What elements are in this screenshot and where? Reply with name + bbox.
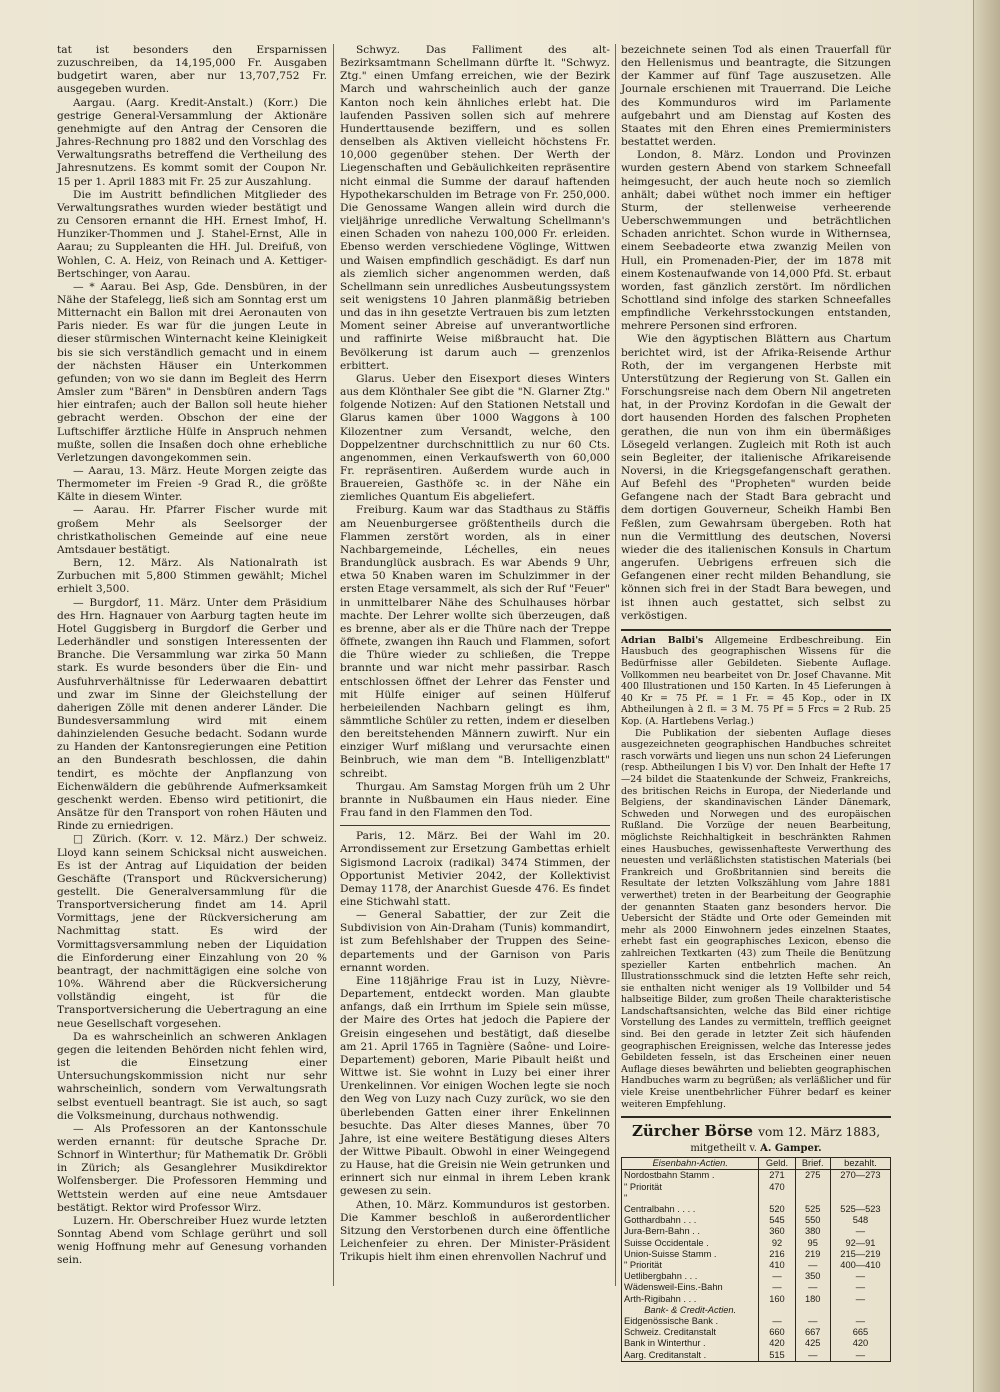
table-row <box>622 1226 891 1237</box>
cell-brief: — <box>795 1282 830 1293</box>
cell-name: Eidgenössische Bank . <box>622 1316 759 1327</box>
page-edge <box>973 0 1000 1392</box>
cell-name: " Priorität <box>622 1260 759 1271</box>
cell-bez <box>830 1305 890 1316</box>
article-paragraph: bezeichnete seinen Tod als einen Trauerfall für den Hellenismus und beantragte, die Sitzungen der Kammer auf fünf Tage auszusetzen. Alle Journale erschienen mit Trauerrand. Die Leiche des Kommunduros wird im Parlamente aufgebahrt und am Dienstag auf Kosten des Staates mit den Ehren eines Premierministers bestattet werden. <box>621 44 891 149</box>
boerse-date: vom 12. März 1883, <box>758 1125 881 1140</box>
section-divider <box>621 1116 891 1118</box>
article-paragraph: Bern, 12. März. Als Nationalrath ist Zurbuchen mit 5,800 Stimmen gewählt; Michel erhielt 3,500. <box>57 557 327 596</box>
boerse-sub-prefix: mitgetheilt v. <box>690 1143 757 1155</box>
table-row <box>622 1294 891 1305</box>
table-row <box>622 1182 891 1193</box>
cell-bez: — <box>830 1282 890 1293</box>
cell-brief: — <box>795 1350 830 1362</box>
article-paragraph: Thurgau. Am Samstag Morgen früh um 2 Uhr brannte in Nußbaumen ein Haus nieder. Eine Frau fand in den Flammen den Tod. <box>340 780 610 820</box>
cell-name: Schweiz. Creditanstalt <box>622 1327 759 1338</box>
cell-name: Jura-Bern-Bahn . . <box>622 1226 759 1237</box>
header-geld: Geld. <box>759 1158 795 1170</box>
cell-bez: 92—91 <box>830 1238 890 1249</box>
boerse-table <box>621 1157 891 1362</box>
article-paragraph: tat ist besonders den Ersparnissen zuzuschreiben, da 14,195,000 Fr. Ausgaben budgetirt waren, aber nur 13,707,752 Fr. ausgegeben wurden. <box>57 44 327 96</box>
cell-name: Arth-Rigibahn . . . <box>622 1294 759 1305</box>
cell-brief: 95 <box>795 1238 830 1249</box>
ad-text: Allgemeine Erdbeschreibung. Ein Hausbuch des geographischen Wissens für die Bedürfnisse aller Gebildeten. Siebente Auflage. Vollkommen neu bearbeitet von Dr. Josef Chavanne. Mit 400 Illustrationen und 150 Karten. In 45 Lieferungen à 40 Kr = 75 Pf. = 1 Fr. = 45 Kop., oder in IX Abtheilungen à 2 fl. = 3 M. 75 Pf = 5 Frcs = 2 Rub. 25 Kop. (A. Hartlebens Verlag.) <box>621 634 891 728</box>
ad-review: Die Publikation der siebenten Auflage dieses ausgezeichneten geographischen Handbuches schreitet rasch vorwärts und liegen uns nun schon 24 Lieferungen (resp. Abtheilungen I bis V) vor. Den Inhalt der Hefte 17—24 bildet die Staatenkunde der Schweiz, Frankreichs, des britischen Reichs in Europa, der Niederlande und Belgiens, der skandinavischen Länder Dänemark, Schweden und Norwegen und des europäischen Rußland. Die Vorzüge der neuen Bearbeitung, möglichste Reichhaltigkeit in beschränkten Rahmen eines Hausbuches, gewissenhafteste Verwerthung des neuesten und verläßlichsten statistischen Materials (bei Frankreich und Großbritannien sind bereits die Resultate der letzten Volkszählung vom Jahre 1881 verwerthet) treten in der Bearbeitung der Geographie der genannten Staaten ganz besonders hervor. Die Uebersicht der Städte und Orte oder Gemeinden mit mehr als 2000 Einwohnern jedes einzelnen Staates, erhebt fast ein geographisches Lexicon, ebenso die zahlreichen Textkarten (43) zum Theile die Benützung spezieller Karten entbehrlich machen. An Illustrationsschmuck sind die letzten Hefte sehr reich, sie enthalten nicht weniger als 19 Vollbilder und 54 halbseitige Bilder, zum großen Theile charakteristische Landschaftsansichten, welche das Bild einer richtige Vorstellung des Landes zu vermitteln, trefflich geeignet sind. Bei den gerade in letzter Zeit sich häufenden geographischen Ereignissen, welche das Interesse jedes Gebildeten fesseln, ist das Erscheinen einer neuen Auflage dieses bewährten und beliebten geographischen Handbuches warm zu begrüßen; als verläßlicher und für viele Kreise unentbehrlicher Führer bedarf es keiner weiteren Empfehlung. <box>621 727 891 1110</box>
cell-brief <box>795 1305 830 1316</box>
header-bezahlt: bezahlt. <box>830 1158 890 1170</box>
cell-brief: 380 <box>795 1226 830 1237</box>
table-row <box>622 1238 891 1249</box>
article-paragraph: Wie den ägyptischen Blättern aus Chartum berichtet wird, ist der Afrika-Reisende Arthur Roth, der im vergangenen Herbste mit Unterstützung der Regierung von St. Gallen ein Forschungsreise nach dem Obern Nil angetreten hat, in der Provinz Kordofan in die Gewalt der dort hausenden Horden des falschen Propheten gerathen, die nun von ihm ein übermäßiges Lösegeld verlangen. Zugleich mit Roth ist auch sein Begleiter, der italienische Afrikareisende Noversi, in die Kriegsgefangenschaft gerathen. Auf Befehl des "Propheten" wurden beide Gefangene nach der Stadt Bara gebracht und dem dortigen Gouverneur, Scheikh Hambi Ben Feßlen, zum Gewahrsam übergeben. Roth hat nun die Vermittlung des deutschen, Noversi wieder die des italienischen Konsuls in Chartum angerufen. Uebrigens erfreuen sich die Gefangenen einer recht milden Behandlung, sie können sich frei in der Stadt Bara bewegen, und ist ihnen auch gestattet, sich selbst zu verköstigen. <box>621 333 891 622</box>
cell-name: Uetlibergbahn . . . <box>622 1271 759 1282</box>
table-row <box>622 1260 891 1271</box>
cell-name: " <box>622 1193 759 1204</box>
ad-intro <box>621 635 891 728</box>
cell-brief: 525 <box>795 1204 830 1215</box>
article-divider <box>340 825 610 826</box>
table-row <box>622 1193 891 1204</box>
cell-brief <box>795 1193 830 1204</box>
table-row <box>622 1271 891 1282</box>
table-row <box>622 1350 891 1362</box>
cell-name: Bank- & Credit-Actien. <box>622 1305 759 1316</box>
column-2 <box>340 44 610 1264</box>
cell-bez: 270—273 <box>830 1170 890 1182</box>
cell-geld: — <box>759 1282 795 1293</box>
cell-brief: 180 <box>795 1294 830 1305</box>
cell-bez: 525—523 <box>830 1204 890 1215</box>
cell-geld: 520 <box>759 1204 795 1215</box>
book-advertisement <box>621 635 891 1110</box>
cell-name: Aarg. Creditanstalt . <box>622 1350 759 1362</box>
cell-geld: 660 <box>759 1327 795 1338</box>
cell-bez <box>830 1182 890 1193</box>
column-3-text <box>621 44 891 623</box>
cell-name: Bank in Winterthur . <box>622 1338 759 1349</box>
cell-geld: 360 <box>759 1226 795 1237</box>
article-paragraph: Athen, 10. März. Kommunduros ist gestorben. Die Kammer beschloß in außerordentlicher Sitzung den Verstorbenen durch eine öffentliche Leichenfeier zu ehren. Der Minister-Präsident Trikupis hielt ihm einen ehrenvollen Nachruf und <box>340 1198 610 1264</box>
cell-geld: 216 <box>759 1249 795 1260</box>
cell-bez: 548 <box>830 1215 890 1226</box>
cell-geld: 420 <box>759 1338 795 1349</box>
cell-brief: — <box>795 1316 830 1327</box>
cell-bez: — <box>830 1316 890 1327</box>
article-paragraph: Paris, 12. März. Bei der Wahl im 20. Arrondissement zur Ersetzung Gambettas erhielt Sigismond Lacroix (radikal) 3474 Stimmen, der Opportunist Metivier 2042, der Kollektivist Demay 1178, der Anarchist Guesde 476. Es findet eine Stichwahl statt. <box>340 830 610 908</box>
table-row <box>622 1316 891 1327</box>
cell-bez: 215—219 <box>830 1249 890 1260</box>
article-paragraph: — Als Professoren an der Kantonsschule werden ernannt: für deutsche Sprache Dr. Schnorf in Winterthur; für Mathematik Dr. Gröbli in Zürich; als Gesanglehrer Musikdirektor Wolfensberger. Die Professoren Hemming und Wettstein werden auf eine neue Amtsdauer bestätigt. Rektor wird Professor Wirz. <box>57 1122 327 1214</box>
article-paragraph: Glarus. Ueber den Eisexport dieses Winters aus dem Klönthaler See gibt die "N. Glarner Ztg." folgende Notizen: Auf den Stationen Netstall und Glarus kamen über 1000 Waggons à 100 Kilozentner zum Versandt, welche, den Doppelzentner durchschnittlich zu nur 60 Cts. angenommen, einen Verkaufswerth von 60,000 Fr. repräsentiren. Außerdem wurde auch in Brauereien, Gasthöfe ꝛc. in der Nähe ein ziemliches Quantum Eis abgeliefert. <box>340 372 610 504</box>
table-row <box>622 1215 891 1226</box>
header-brief: Brief. <box>795 1158 830 1170</box>
cell-name: " Priorität <box>622 1182 759 1193</box>
boerse-title: Zürcher Börse <box>631 1122 754 1141</box>
cell-name: Gotthardbahn . . . <box>622 1215 759 1226</box>
table-row <box>622 1338 891 1349</box>
cell-name: Centralbahn . . . . <box>622 1204 759 1215</box>
header-actien: Eisenbahn-Actien. <box>622 1158 759 1170</box>
cell-name: Suisse Occidentale . <box>622 1238 759 1249</box>
cell-brief: 667 <box>795 1327 830 1338</box>
cell-geld: — <box>759 1316 795 1327</box>
cell-name: Wädensweil-Eins.-Bahn <box>622 1282 759 1293</box>
cell-geld: 271 <box>759 1170 795 1182</box>
column-3 <box>621 44 891 1362</box>
cell-name: Union-Suisse Stamm . <box>622 1249 759 1260</box>
cell-geld: 515 <box>759 1350 795 1362</box>
table-section-row <box>622 1305 891 1316</box>
cell-bez: — <box>830 1294 890 1305</box>
article-paragraph: — Aarau, 13. März. Heute Morgen zeigte das Thermometer im Freien -9 Grad R., die größte Kälte in diesem Winter. <box>57 465 327 504</box>
table-row <box>622 1249 891 1260</box>
cell-bez: — <box>830 1226 890 1237</box>
cell-brief: 275 <box>795 1170 830 1182</box>
article-paragraph: — Burgdorf, 11. März. Unter dem Präsidium des Hrn. Hagnauer von Aarburg tagten heute im Hotel Guggisberg in Burgdorf die Gerber und Lederhändler und sonstigen Interessenten der Branche. Die Versammlung war zirka 50 Mann stark. Es wurde besonders über die Ein- und Ausfuhrverhältnisse für Lederwaaren debattirt und zwar im Sinne der Gleichstellung der daherigen Zölle mit denen anderer Länder. Die Bundesversammlung wird mit einem dahinzielenden Gesuche bedacht. Sodann wurde zu Handen der Kantonsregierungen eine Petition an den Bundesrath beschlossen, die dahin tendirt, es möchte der Anpflanzung von Eichenwäldern die gebührende Aufmerksamkeit geschenkt werden. Ebenso wird petitionirt, die Ansätze für den Transport von rohen Häuten und Rinde zu erniedrigen. <box>57 596 327 833</box>
cell-brief <box>795 1182 830 1193</box>
article-paragraph: — * Aarau. Bei Asp, Gde. Densbüren, in der Nähe der Stafelegg, ließ sich am Sonntag erst um Mitternacht ein Ballon mit drei Aeronauten von Paris nieder. Es war für die jungen Leute in dieser stürmischen Winternacht keine Kleinigkeit bis sie sich verständlich gemacht und in einem der nächsten Häuser ein Unterkommen gefunden; von wo sie dann im Begleit des Herrn Amsler zum "Bären" in Densbüren andern Tags hier eintrafen; auch der Ballon soll heute hieher gebracht werden. Obschon der eine der Luftschiffer ärztliche Hülfe in Anspruch nehmen mußte, sollen die Insaßen doch ohne erhebliche Verletzungen davongekommen sein. <box>57 280 327 464</box>
article-paragraph: Aargau. (Aarg. Kredit-Anstalt.) (Korr.) Die gestrige General-Versammlung der Aktionäre genehmigte auf den Antrag der Censoren die Jahres-Rechnung pro 1882 und den Vorschlag des Verwaltungsraths betreffend die Vertheilung des Jahresnutzens. Es kommt somit der Coupon Nr. 15 per 1. April 1883 mit Fr. 25 zur Auszahlung. <box>57 96 327 188</box>
boerse-sub-name: A. Gamper. <box>760 1143 822 1155</box>
article-paragraph: □ Zürich. (Korr. v. 12. März.) Der schweiz. Lloyd kann seinem Schicksal nicht ausweichen. Es ist der Antrag auf Liquidation der beiden Geschäfte (Transport und Rückversicherung) gestellt. Die Generalversammlung für die Transportversicherung findet am 14. April Vormittags, jene der Rückversicherung am Nachmittag statt. Es wird der Vormittagsversammlung neben der Liquidation die Einforderung einer Einzahlung von 20 % beantragt, der nachmittägigen eine solche von 10%. Während aber die Rückversicherung vollständig eingeht, ist für die Transportversicherung die Uebertragung an eine neue Gesellschaft vorgesehen. <box>57 833 327 1030</box>
cell-bez: — <box>830 1350 890 1362</box>
cell-bez: 400—410 <box>830 1260 890 1271</box>
cell-geld <box>759 1193 795 1204</box>
article-paragraph: Luzern. Hr. Oberschreiber Huez wurde letzten Sonntag Abend vom Schlage gerührt und soll wenig Hoffnung mehr auf Genesung vorhanden sein. <box>57 1214 327 1267</box>
cell-geld: 160 <box>759 1294 795 1305</box>
cell-geld: 92 <box>759 1238 795 1249</box>
article-paragraph: London, 8. März. London und Provinzen wurden gestern Abend von starkem Schneefall heimgesucht, der auch heute noch so ziemlich anhält; dabei wüthet noch immer ein heftiger Sturm, der stellenweise verheerende Ueberschwemmungen und beträchtlichen Schaden anrichtet. Schon wurde in Withernsea, einem Seebadeorte etwa zwanzig Meilen von Hull, ein Promenaden-Pier, der im 1878 mit einem Kostenaufwande von 14,000 Pfd. St. erbaut worden, fast gänzlich zerstört. Im nördlichen Schottland sind infolge des starken Schneefalles empfindliche Verkehrsstockungen entstanden, mehrere Personen sind erfroren. <box>621 149 891 333</box>
cell-bez: 420 <box>830 1338 890 1349</box>
section-divider <box>621 629 891 631</box>
article-paragraph: Schwyz. Das Falliment des alt-Bezirksamtmann Schellmann dürfte lt. "Schwyz. Ztg." einen Umfang erreichen, wie der Bezirk March und wahrscheinlich auch der ganze Kanton noch kein ähnliches erlebt hat. Die laufenden Passiven sollen sich auf mehrere Hunderttausende beziffern, und es sollen denselben als Aktiven vielleicht höchstens Fr. 10,000 gegenüber stehen. Der Werth der Liegenschaften und Gebäulichkeiten repräsentire nicht einmal die Summe der darauf haftenden Hypothekarschulden im Betrage von Fr. 250,000. Die Genossame Wangen allein wird durch die vieljährige unredliche Verwaltung Schellmann's einen Schaden von nahezu 100,000 Fr. erleiden. Ebenso werden verschiedene Vöglinge, Wittwen und Waisen empfindlich geschädigt. Es darf nun als ziemlich sicher angenommen werden, daß Schellmann sein unredliches Ausbeutungssystem seit wenigstens 10 Jahren planmäßig betrieben und das in ihn gesetzte Vertrauen bis zum letzten Moment seiner Abreise auf unverantwortliche und raffinirte Weise mißbraucht hat. Die Bevölkerung ist darum auch — grenzenlos erbittert. <box>340 44 610 372</box>
table-row <box>622 1204 891 1215</box>
cell-brief: 219 <box>795 1249 830 1260</box>
cell-brief: 550 <box>795 1215 830 1226</box>
column-rule-2 <box>615 44 616 1286</box>
cell-brief: 350 <box>795 1271 830 1282</box>
cell-brief: 425 <box>795 1338 830 1349</box>
cell-geld: 545 <box>759 1215 795 1226</box>
column-rule-1 <box>333 44 334 1286</box>
article-paragraph: Freiburg. Kaum war das Stadthaus zu Stäffis am Neuenburgersee größtentheils durch die Flammen zerstört worden, als in einer Nachbargemeinde, Léchelles, ein neues Brandunglück ausbrach. Es war Abends 9 Uhr, etwa 50 Knaben waren im Schulzimmer in der ersten Etage versammelt, als sich der Ruf "Feuer" in unmittelbarer Nähe des Schulhauses hörbar machte. Der Lehrer wollte sich überzeugen, daß es brenne, aber als er die Thüre nach der Treppe öffnete, zwangen ihn Rauch und Flammen, sofort die Thüre wieder zu schließen, die Treppe brannte und war nicht mehr passirbar. Rasch entschlossen öffnet der Lehrer das Fenster und mit Hülfe einiger auf seinen Hülferuf herbeieilenden Nachbarn gelingt es ihm, sämmtliche Schüler zu retten, indem er dieselben den bereitstehenden Männern zuwirft. Nur ein einziger Wurf mißlang und verursachte einen Beinbruch, wie man dem "B. Intelligenzblatt" schreibt. <box>340 504 610 780</box>
boerse-heading <box>621 1122 891 1142</box>
cell-geld: 410 <box>759 1260 795 1271</box>
boerse-table-body <box>622 1170 891 1361</box>
cell-geld: — <box>759 1271 795 1282</box>
cell-geld: 470 <box>759 1182 795 1193</box>
cell-geld <box>759 1305 795 1316</box>
cell-bez: 665 <box>830 1327 890 1338</box>
column-1 <box>57 44 327 1268</box>
article-paragraph: — Aarau. Hr. Pfarrer Fischer wurde mit großem Mehr als Seelsorger der christkatholischen Gemeinde auf eine neue Amtsdauer bestätigt. <box>57 504 327 556</box>
article-paragraph: Die im Austritt befindlichen Mitglieder des Verwaltungsrathes wurden wieder bestätigt und zu Censoren ernannt die HH. Ernest Imhof, H. Hunziker-Thommen und J. Stahel-Ernst, Alle in Aarau; zu Suppleanten die HH. Jul. Dreifuß, von Wohlen, C. A. Heiz, von Reinach und A. Kettiger-Bertschinger, von Aarau. <box>57 188 327 280</box>
cell-name: Nordostbahn Stamm . <box>622 1170 759 1182</box>
table-row <box>622 1282 891 1293</box>
cell-bez: — <box>830 1271 890 1282</box>
ad-title: Adrian Balbi's <box>621 634 704 646</box>
article-paragraph: — General Sabattier, der zur Zeit die Subdivision von Ain-Draham (Tunis) kommandirt, ist zum Befehlshaber der Truppen des Seine-departements und der Garnison von Paris ernannt worden. <box>340 909 610 974</box>
cell-bez <box>830 1193 890 1204</box>
article-paragraph: Da es wahrscheinlich an schweren Anklagen gegen die leitenden Behörden nicht fehlen wird, ist die Einsetzung einer Untersuchungskommission nicht nur sehr wahrscheinlich, sondern vom Verwaltungsrath selbst eventuell beantragt. Sie ist auch, so sagt die Volksmeinung, durchaus nothwendig. <box>57 1030 327 1122</box>
table-row <box>622 1170 891 1182</box>
article-paragraph: Eine 118jährige Frau ist in Luzy, Nièvre-Departement, entdeckt worden. Man glaubte anfangs, daß ein Irrthum im Spiele sein müsse, der Maire des Ortes hat jedoch die Papiere der Greisin eingesehen und bestätigt, daß dieselbe am 21. April 1765 in Tagnière (Saône- und Loire-Departement) geboren, Marie Pibault heißt und Wittwe ist. Sie wohnt in Luzy bei einer ihrer Urenkelinnen. Vor einigen Wochen legte sie noch den Weg von Luzy nach Cuzy zurück, wo sie den überlebenden Gatten einer ihrer Enkelinnen besuchte. Das Alter dieses Mannes, über 70 Jahre, ist eine weitere Bestätigung dieses Alters der Wittwe Pibault. Obwohl in einer Weingegend zu Hause, hat die Greisin nie Wein getrunken und erinnert sich nur einmal in ihrem Leben krank gewesen zu sein. <box>340 974 610 1198</box>
boerse-subtitle <box>621 1142 891 1155</box>
table-row <box>622 1327 891 1338</box>
cell-brief: — <box>795 1260 830 1271</box>
